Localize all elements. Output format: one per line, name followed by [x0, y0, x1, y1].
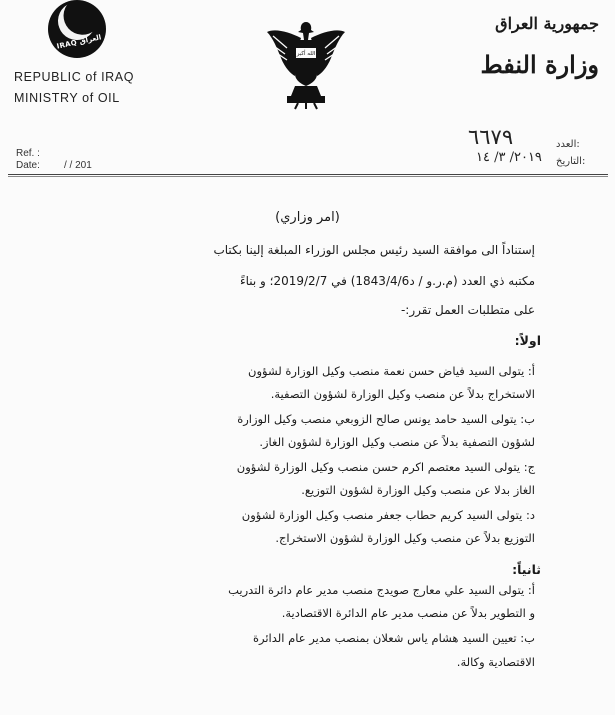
section-line: لشؤون التصفية بدلاً عن منصب وكيل الوزارة لشؤون الغاز.: [259, 435, 535, 449]
date-label-ar: التاريخ:: [556, 156, 586, 167]
logo-text: IRAQ العراق: [56, 33, 102, 51]
ministry-ar: وزارة النفط: [480, 50, 599, 79]
section-line: أ: يتولى السيد فياض حسن نعمة منصب وكيل الوزارة لشؤون: [248, 364, 535, 378]
section-line: ج: يتولى السيد معتصم اكرم حسن منصب وكيل الوزارة لشؤون: [236, 460, 535, 474]
intro-line-3: على متطلبات العمل تقرر:-: [400, 303, 535, 317]
document-date-ar: ٢٠١٩/ ٣/ ١٤: [476, 150, 542, 165]
republic-en: REPUBLIC of IRAQ: [14, 70, 135, 84]
document-number: ٦٦٧٩: [468, 125, 514, 149]
date-value: / / 201: [64, 160, 92, 171]
section-line: أ: يتولى السيد علي معارج صويدج منصب مدير عام دائرة التدريب: [228, 583, 535, 597]
section-line: الاقتصادية وكالة.: [456, 655, 535, 669]
section-heading: ثانياً:: [512, 562, 541, 577]
eagle-emblem-icon: [265, 18, 347, 110]
header-divider-inner: [8, 176, 608, 177]
republic-ar: جمهورية العراق: [495, 14, 599, 33]
section-heading: اولاً:: [514, 333, 541, 348]
section-line: الغاز بدلا عن منصب وكيل الوزارة لشؤون التوزيع.: [301, 483, 535, 497]
section-line: الاستخراج بدلاً عن منصب وكيل الوزارة لشؤون التصفية.: [270, 387, 535, 401]
intro-line-2: مكتبه ذي العدد (م.ر.و / د1843/4/6) في 2019/2/7؛ و بناءً: [239, 274, 535, 288]
header-divider: [8, 174, 608, 175]
section-line: ب: يتولى السيد حامد يونس صالح الزوبعي منصب وكيل الوزارة: [237, 412, 535, 426]
document-title: (امر وزاري): [275, 210, 340, 225]
intro-line-1: إستناداً الى موافقة السيد رئيس مجلس الوزراء المبلغة إلينا بكتاب: [213, 243, 535, 257]
section-line: و التطوير بدلاً عن منصب مدير عام الدائرة الاقتصادية.: [281, 606, 535, 620]
ministry-en: MINISTRY of OIL: [14, 91, 120, 105]
emblem-text: الله أكبر: [296, 51, 316, 57]
ref-label: Ref. :: [16, 148, 40, 159]
date-label: Date:: [16, 160, 40, 171]
section-line: ب: تعيين السيد هشام ياس شعلان بمنصب مدير عام الدائرة: [252, 631, 535, 645]
number-label-ar: العدد:: [556, 139, 580, 150]
section-line: التوزيع بدلاً عن منصب وكيل الوزارة لشؤون الاستخراج.: [275, 531, 535, 545]
section-line: د: يتولى السيد كريم حطاب جعفر منصب وكيل الوزارة لشؤون: [241, 508, 535, 522]
